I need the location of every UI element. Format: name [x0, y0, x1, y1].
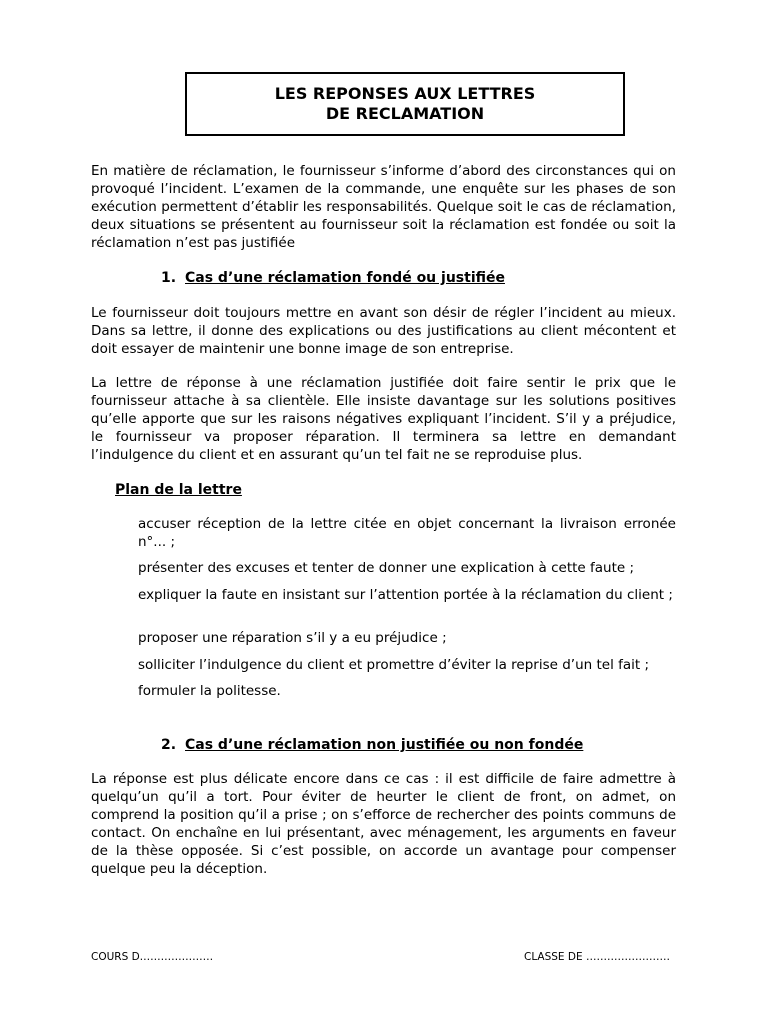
intro-paragraph: En matière de réclamation, le fournisseur s’informe d’abord des circonstances qui on provoqué l’incident. L’examen de la commande, une enquête sur les phases de son exécution permettent d’établir les responsabilités. Quelque soit le cas de réclamation, deux situations se présentent au fournisseur soit la réclamation est fondée ou soit la réclamation n’est pas justifiée [91, 163, 676, 251]
section-1-title: Cas d’une réclamation fondé ou justifiée [185, 270, 505, 286]
footer-right: CLASSE DE …………………… [524, 951, 670, 963]
title-box [185, 72, 625, 136]
section-2-title: Cas d’une réclamation non justifiée ou non fondée [185, 737, 584, 753]
plan-item: solliciter l’indulgence du client et promettre d’éviter la reprise d’un tel fait ; [138, 657, 650, 673]
section-2-number: 2. [161, 737, 177, 753]
plan-item: expliquer la faute en insistant sur l’attention portée à la réclamation du client ; [138, 587, 673, 603]
section-1-paragraph-1: Le fournisseur doit toujours mettre en avant son désir de régler l’incident au mieux. Dans sa lettre, il donne des explications ou des justifications au client mécontent et doit essayer de maintenir une bonne image de son entreprise. [91, 305, 676, 357]
section-1-paragraph-2: La lettre de réponse à une réclamation justifiée doit faire sentir le prix que le fournisseur attache à sa clientèle. Elle insiste davantage sur les solutions positives qu’elle apporte que sur les raisons négatives expliquant l’incident. S’il y a préjudice, le fournisseur va proposer réparation. Il terminera sa lettre en demandant l’indulgence du client et en assurant qu’un tel fait ne se reproduise plus. [91, 375, 676, 463]
section-2-heading [161, 736, 583, 754]
footer-left: COURS D………………… [91, 951, 214, 963]
plan-title: Plan de la lettre [115, 482, 242, 498]
title-line-2: DE RECLAMATION [325, 104, 485, 123]
plan-item: proposer une réparation s’il y a eu préjudice ; [138, 630, 447, 646]
section-1-heading [161, 269, 505, 287]
section-1-number: 1. [161, 270, 177, 286]
plan-item: présenter des excuses et tenter de donner une explication à cette faute ; [138, 560, 635, 576]
plan-item: accuser réception de la lettre citée en objet concernant la livraison erronée n°... ; [138, 516, 676, 550]
section-2-paragraph-1: La réponse est plus délicate encore dans ce cas : il est difficile de faire admettre à quelqu’un qu’il a tort. Pour éviter de heurter le client de front, on admet, on comprend la position qu’il a prise ; on s’efforce de rechercher des points communs de contact. On enchaîne en lui présentant, avec ménagement, les arguments en faveur de la thèse opposée. Si c’est possible, on accorde un avantage pour compenser quelque peu la déception. [91, 771, 676, 877]
plan-item: formuler la politesse. [138, 683, 281, 699]
title-line-1: LES REPONSES AUX LETTRES [274, 84, 536, 103]
